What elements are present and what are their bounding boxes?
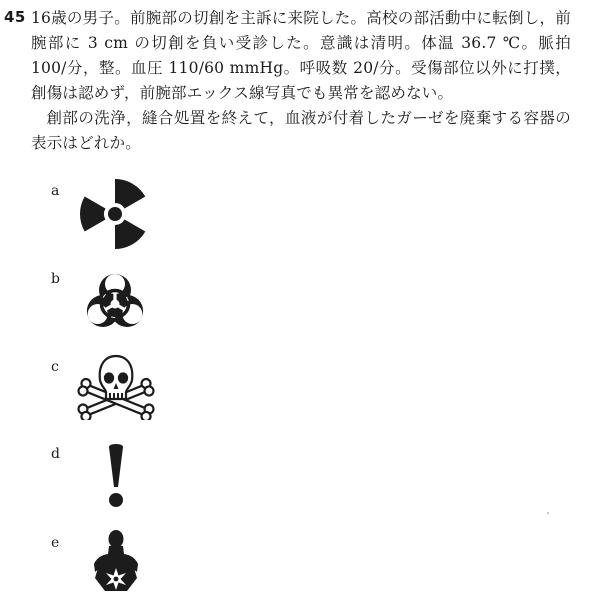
option-a-label: a (51, 183, 60, 199)
question-stem (31, 6, 571, 156)
option-b-label: b (51, 271, 60, 287)
skull-crossbones-icon[interactable] (76, 352, 156, 420)
question-paragraph-2: 創部の洗浄，縫合処置を終えて，血液が付着したガーゼを廃棄する容器の表示はどれか。 (31, 109, 571, 152)
question-paragraph-1: 16歳の男子。前腕部の切創を主訴に来院した。高校の部活動中に転倒し，前腕部に 3 cm の切創を負い受診した。意識は清明。体温 36.7 ℃。脈拍 100/分，整。血圧 110/60 mmHg。呼吸数 20/分。受傷部位以外に打撲，創傷は認めず，前腕部エックス線写真でも異常を認めない。 (31, 9, 571, 102)
option-e-label: e (51, 535, 60, 551)
option-d-label: d (51, 446, 60, 462)
question-number: 45 (4, 8, 26, 26)
radiation-icon[interactable] (78, 177, 152, 251)
health-hazard-icon[interactable] (93, 528, 139, 592)
scan-speck (547, 512, 549, 514)
exclamation-icon[interactable] (106, 443, 126, 509)
option-c-label: c (51, 359, 59, 375)
biohazard-icon[interactable] (77, 266, 153, 342)
